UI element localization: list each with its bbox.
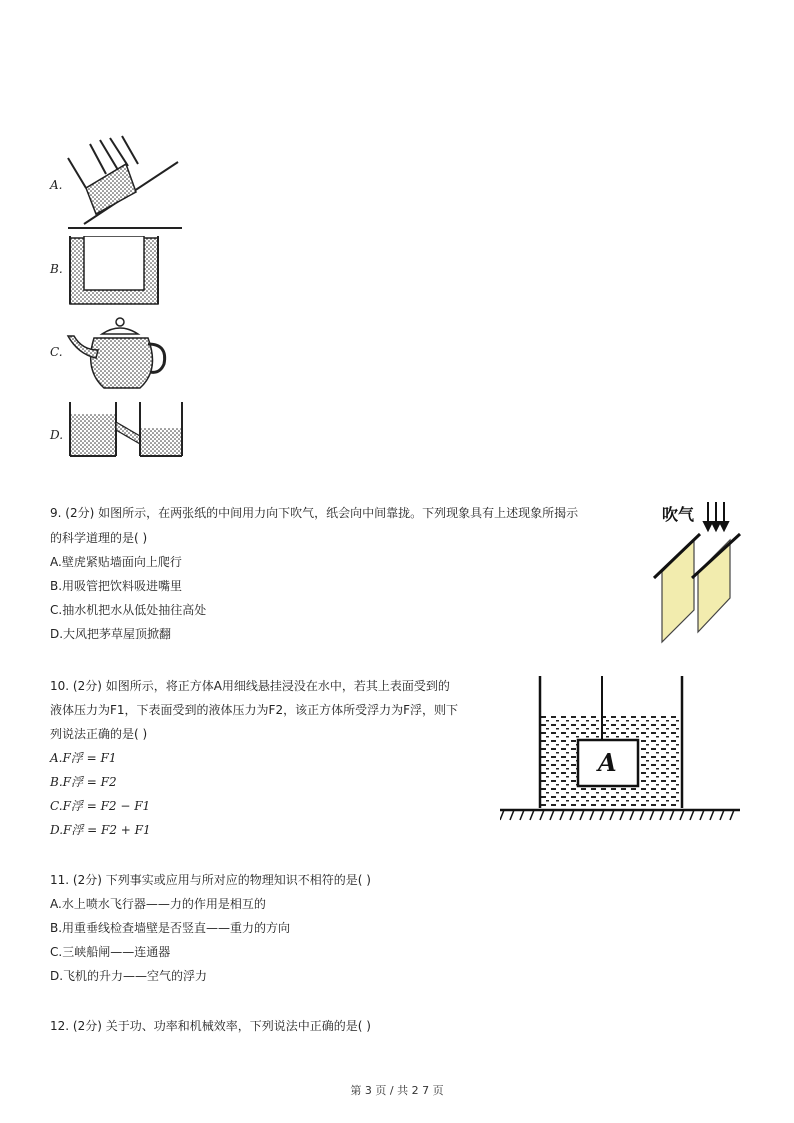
- page-footer: 第 3 页 / 共 2 7 页: [350, 1084, 444, 1097]
- q9-option-d: D.大风把茅草屋顶掀翻: [50, 627, 172, 641]
- q11-stem: 11. (2分) 下列事实或应用与所对应的物理知识不相符的是( ): [50, 873, 371, 887]
- q10-figure-submerged-cube: [500, 674, 744, 824]
- q10-stem-line2: 液体压力为F1，下表面受到的液体压力为F2，该正方体所受浮力为F浮，则下: [50, 703, 458, 717]
- q8-option-c-label: C.: [50, 345, 63, 359]
- q8-option-b-label: B.: [50, 262, 63, 276]
- q10-option-b: B.F浮 = F2: [50, 775, 117, 789]
- q8-option-a-label: A.: [50, 178, 63, 192]
- q8-option-a-figure: [66, 134, 182, 232]
- q9-figure-paper-blowing: [652, 500, 748, 646]
- q9-stem-line1: 9. (2分) 如图所示，在两张纸的中间用力向下吹气，纸会向中间靠拢。下列现象具有上述现象所揭示: [50, 506, 579, 520]
- q8-option-d-figure: [68, 400, 186, 460]
- q9-option-b: B.用吸管把饮料吸进嘴里: [50, 579, 183, 593]
- q10-option-c: C.F浮 = F2 − F1: [50, 799, 151, 813]
- q10-figure-label: A: [598, 748, 617, 777]
- q10-option-a: A.F浮 = F1: [50, 751, 117, 765]
- q8-option-d-label: D.: [50, 428, 64, 442]
- q11-option-a: A.水上喷水飞行器——力的作用是相互的: [50, 897, 266, 911]
- q12-stem: 12. (2分) 关于功、功率和机械效率，下列说法中正确的是( ): [50, 1019, 371, 1033]
- q9-stem-line2: 的科学道理的是( ): [50, 531, 148, 545]
- q9-option-a: A.壁虎紧贴墙面向上爬行: [50, 555, 182, 569]
- q11-option-c: C.三峡船闸——连通器: [50, 945, 171, 959]
- q10-option-d: D.F浮 = F2 + F1: [50, 823, 151, 837]
- q10-stem-line3: 列说法正确的是( ): [50, 727, 148, 741]
- q9-figure-label: 吹气: [662, 505, 695, 524]
- q8-option-c-figure: [64, 314, 170, 394]
- q11-option-b: B.用重垂线检查墙壁是否竖直——重力的方向: [50, 921, 291, 935]
- q8-option-b-figure: [68, 236, 160, 308]
- q9-option-c: C.抽水机把水从低处抽往高处: [50, 603, 207, 617]
- q10-stem-line1: 10. (2分) 如图所示，将正方体A用细线悬挂浸没在水中，若其上表面受到的: [50, 679, 450, 693]
- q11-option-d: D.飞机的升力——空气的浮力: [50, 969, 208, 983]
